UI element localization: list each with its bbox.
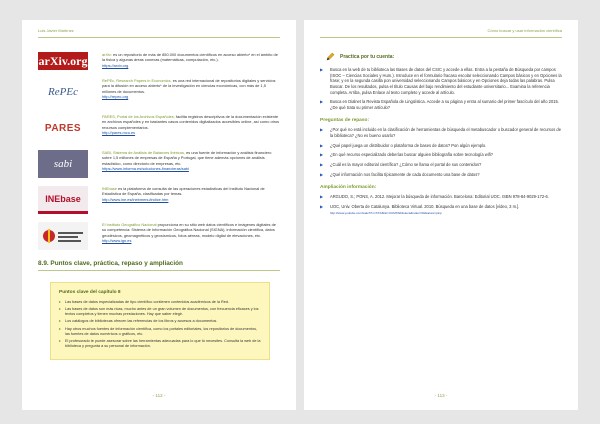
pencil-icon (326, 52, 335, 61)
header-rule (38, 37, 280, 38)
reference-text: UOC, Univ. Oberta de Catalunya. Biblioteca Virtual. 2010. Búsqueda en una base de datos [vídeo, 3 m.]. (330, 203, 520, 209)
further-reading-title: Ampliación información: (320, 185, 377, 191)
section-title: 8.9. Puntos clave, práctica, repaso y ampliación (38, 260, 183, 267)
source-list (38, 52, 280, 258)
page-number: - 113 - (434, 393, 448, 398)
key-points-box (50, 282, 270, 360)
pares-logo: PARES (44, 122, 82, 134)
practice-section (320, 52, 562, 219)
page-number: - 112 - (152, 393, 166, 398)
list-item: ▸ El profesorado te puede asesorar sobre las herramientas adecuadas para lo que tú necesites. Consulta la web de la biblioteca y pregunta a su personal de información. (59, 339, 261, 349)
list-item: ▶ ¿En qué recurso especializado deberías buscar alguien bibliografía sobre tecnología wifi? (320, 152, 562, 158)
list-item: ▸ Los catálogos de bibliotecas ofrecen las referencias de los libros y accesos a documentos. (59, 319, 261, 324)
source-name: RePEc, Research Papers in Economics, (102, 78, 172, 83)
list-item: ▶ ¿Cuál es la mayor editorial científica? ¿Cómo se llama el portal de sus contenidos? (320, 162, 562, 168)
arxiv-logo: arXiv.org (38, 52, 88, 70)
source-description (102, 186, 280, 214)
list-item: ▶ ¿Por qué no está incluido en la clasificación de herramientas de búsqueda el metabuscador o buscador general de recursos de la biblioteca? ¿No es bueno usarlo? (320, 127, 562, 138)
source-pares (38, 114, 280, 142)
source-link[interactable]: http://www.ine.es/inebmenu/indice.htm (102, 196, 169, 202)
source-text: es una fuente de información y análisis financiero sobre 1,5 millones de empresas de España y Portugal, que tiene además opciones de análisis estadístico, como directorio de empresas, etc. (102, 150, 272, 166)
header-rule (320, 37, 562, 38)
source-arxiv (38, 52, 280, 70)
source-text: es una red internacional de repositorios digitales y servicios para la difusión en acceso abierto* de la investigación en ciencias económicas, con más de 1,5 millones de documentos. (102, 78, 276, 94)
source-link[interactable]: http://pares.mcu.es (102, 129, 136, 135)
reference-text: ARGUDO, S.; PONS, A. 2012. Mejorar la búsqueda de información. Barcelona: Editorial UOC. ISBN 978-84-9029-172-6. (330, 194, 549, 200)
source-description (102, 78, 280, 106)
right-page (304, 20, 578, 410)
source-link[interactable]: https://www.informa.es/soluciones-financieras/sabi (102, 165, 189, 171)
source-inebase (38, 186, 280, 214)
list-item (320, 204, 562, 215)
source-link[interactable]: https://arxiv.org (102, 62, 129, 68)
source-sabi (38, 150, 280, 178)
ign-emblem-icon (41, 224, 85, 248)
source-link[interactable]: http://www.ign.es (102, 237, 132, 243)
source-description (102, 222, 280, 250)
source-description (102, 52, 280, 70)
reference-link[interactable]: http://www.youtube.com/watch?v=XXX&list=UUMXbiblioteca&index=9&feature=plcp (330, 210, 442, 215)
list-item: ▸ Las bases de datos son más ricas, mucho antes de un gran volumen de documentos, con frecuencia eficaces y los textos completos y tienen muchas prestaciones. Hay que saber elegir. (59, 307, 261, 317)
list-item: ▸ Hay otros muchos fuentes de información científica, como los portales editoriales, los repositorios de documentos, las fuentes de datos numéricos o gráficos, etc. (59, 327, 261, 337)
source-ign (38, 222, 280, 250)
source-link[interactable]: http://repec.org (102, 93, 129, 99)
running-header: Luis Javier Martínez (38, 28, 74, 33)
source-text: es la plataforma de consulta de las operaciones estadísticas del Instituto Nacional de Estadística de España, clasificadas por temas. (102, 186, 265, 197)
review-title: Preguntas de repaso: (320, 118, 370, 124)
source-description (102, 150, 280, 178)
list-item: ▸ Las bases de datos especializadas de tipo científico contienen contenidos académicos de la Red. (59, 300, 261, 305)
list-item: ▶ Busca en Dialnet la Revista Española de Lingüística. Accede a su página y entra al sumario del primer fascículo del año 2015. ¿De qué trata su primer artículo? (320, 99, 562, 110)
source-name: El Instituto Geográfico Nacional (102, 222, 157, 227)
source-name: PARES, Portal de los Archivos Españoles, (102, 114, 175, 119)
section-rule (38, 270, 280, 271)
left-page (22, 20, 296, 410)
source-name: INEbase (102, 186, 117, 191)
practice-title: Practica por tu cuenta: (340, 53, 395, 60)
sabi-logo: sabi (38, 150, 88, 178)
source-description (102, 114, 280, 142)
ign-logo (38, 222, 88, 250)
list-item: ▶ Busca en la web de tu biblioteca las Bases de datos del CSIC y accede a ellas. Entra a la pestaña de Búsqueda por campos (ISOC – Ciencias Sociales y Hum.). Introduce en el formulario fracaso escolar seleccionando Campos básicos y en Opciones la frase; y en la segunda casilla pon universidad seleccionando Campos básicos y en Opciones deja todas las palabras. Pulsa Buscar. De los resultados, pulsa el título Causas del bajo rendimiento del estudiante universitario... Examina la referencia completa. Arriba, pulsa Enlace al texto completo y accede al artículo. (320, 67, 562, 95)
source-text: es un repositorio de más de 850.000 documentos científicos en acceso abierto* en el ámbito de la física y algunas áreas conexas (matemáticas, computación, etc.). (102, 52, 278, 63)
repec-logo: RePEc (48, 86, 78, 98)
list-item: ▶ ¿Qué información nos facilita típicamente de cada documento una base de datos? (320, 172, 562, 178)
key-points-list (59, 300, 261, 349)
key-points-title: Puntos clave del capítulo 8 (59, 290, 121, 295)
source-text: facilita registros descriptivos de la documentación existente en archivos españoles y en bastantes casos contenidos digitalizados accesibles online, así como otros recursos complementarios. (102, 114, 280, 130)
inebase-logo: INEbase (38, 186, 88, 214)
practice-heading (320, 52, 562, 61)
source-repec (38, 78, 280, 106)
source-name: arXiv: (102, 52, 112, 57)
list-item (320, 194, 562, 200)
running-header: Cómo buscar y usar información científica (487, 28, 562, 33)
list-item: ▶ ¿Qué papel juega un distribuidor o plataforma de bases de datos? Pon algún ejemplo. (320, 143, 562, 149)
source-name: SABI, Sistema de Análisis de Balances Ibéricos, (102, 150, 186, 155)
source-text: proporciona en su sitio web datos científicos e imágenes digitales de su competencia: Sistema de Información Geográfica Nacional (SIGNA), información científica, datos geodésicos, geomagnéticos y geosísmicos, fotos aéreas, modelo digital de elevaciones, etc. (102, 222, 276, 238)
